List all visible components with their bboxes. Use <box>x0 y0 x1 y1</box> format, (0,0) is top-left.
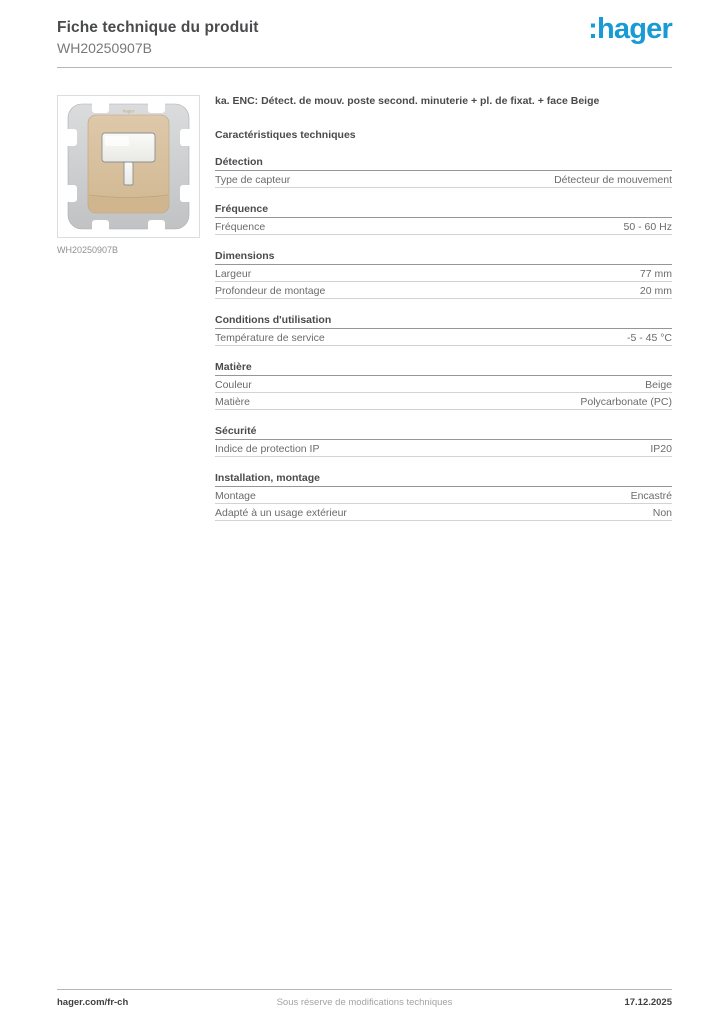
footer-website: hager.com/fr-ch <box>57 997 129 1008</box>
spec-row <box>215 265 672 282</box>
spec-row <box>215 329 672 346</box>
spec-section-heading: Conditions d'utilisation <box>215 313 672 329</box>
header-divider <box>57 67 672 68</box>
spec-section <box>215 313 672 346</box>
spec-label: Couleur <box>215 378 252 391</box>
spec-row <box>215 376 672 393</box>
spec-section <box>215 202 672 235</box>
footer-disclaimer: Sous réserve de modifications techniques <box>276 997 453 1008</box>
spec-row <box>215 171 672 188</box>
specs-column <box>215 95 672 521</box>
spec-section-heading: Fréquence <box>215 202 672 218</box>
spec-label: Température de service <box>215 331 325 344</box>
spec-sections <box>215 155 672 521</box>
product-image-column <box>57 95 200 255</box>
image-caption: WH20250907B <box>57 245 119 255</box>
spec-value: IP20 <box>650 442 672 455</box>
spec-value: Polycarbonate (PC) <box>580 395 672 408</box>
spec-section-heading: Sécurité <box>215 424 672 440</box>
hager-logo: :hager <box>588 13 672 45</box>
spec-label: Matière <box>215 395 251 408</box>
page-title: Fiche technique du produit <box>57 19 259 36</box>
spec-section <box>215 360 672 410</box>
specs-title: Caractéristiques techniques <box>215 129 356 141</box>
spec-section <box>215 424 672 457</box>
spec-value: 50 - 60 Hz <box>623 220 672 233</box>
spec-label: Fréquence <box>215 220 266 233</box>
spec-section-heading: Dimensions <box>215 249 672 265</box>
spec-section <box>215 155 672 188</box>
spec-row <box>215 504 672 521</box>
embossed-brand-label: hager <box>122 108 135 114</box>
spec-value: 20 mm <box>639 284 672 297</box>
header <box>57 13 672 63</box>
spec-row <box>215 393 672 410</box>
spec-section <box>215 249 672 299</box>
product-description: ka. ENC: Détect. de mouv. poste second. minuterie + pl. de fixat. + face Beige <box>215 95 600 107</box>
footer <box>57 997 672 1011</box>
footer-date: 17.12.2025 <box>624 997 672 1008</box>
spec-section <box>215 471 672 521</box>
spec-row <box>215 440 672 457</box>
spec-value: Détecteur de mouvement <box>554 173 672 186</box>
spec-section-heading: Installation, montage <box>215 471 672 487</box>
spec-row <box>215 218 672 235</box>
spec-row <box>215 487 672 504</box>
spec-label: Indice de protection IP <box>215 442 320 455</box>
spec-value: -5 - 45 °C <box>626 331 672 344</box>
spec-section-heading: Détection <box>215 155 672 171</box>
lens-slot <box>124 162 133 185</box>
spec-label: Type de capteur <box>215 173 291 186</box>
spec-row <box>215 282 672 299</box>
spec-value: Beige <box>645 378 672 391</box>
footer-divider <box>57 989 672 990</box>
spec-value: Encastré <box>630 489 672 502</box>
product-image <box>58 96 199 237</box>
spec-label: Profondeur de montage <box>215 284 326 297</box>
product-reference: WH20250907B <box>57 40 152 56</box>
spec-label: Montage <box>215 489 256 502</box>
product-image-frame <box>57 95 200 238</box>
spec-label: Largeur <box>215 267 252 280</box>
spec-value: 77 mm <box>639 267 672 280</box>
spec-label: Adapté à un usage extérieur <box>215 506 347 519</box>
spec-section-heading: Matière <box>215 360 672 376</box>
spec-value: Non <box>652 506 672 519</box>
